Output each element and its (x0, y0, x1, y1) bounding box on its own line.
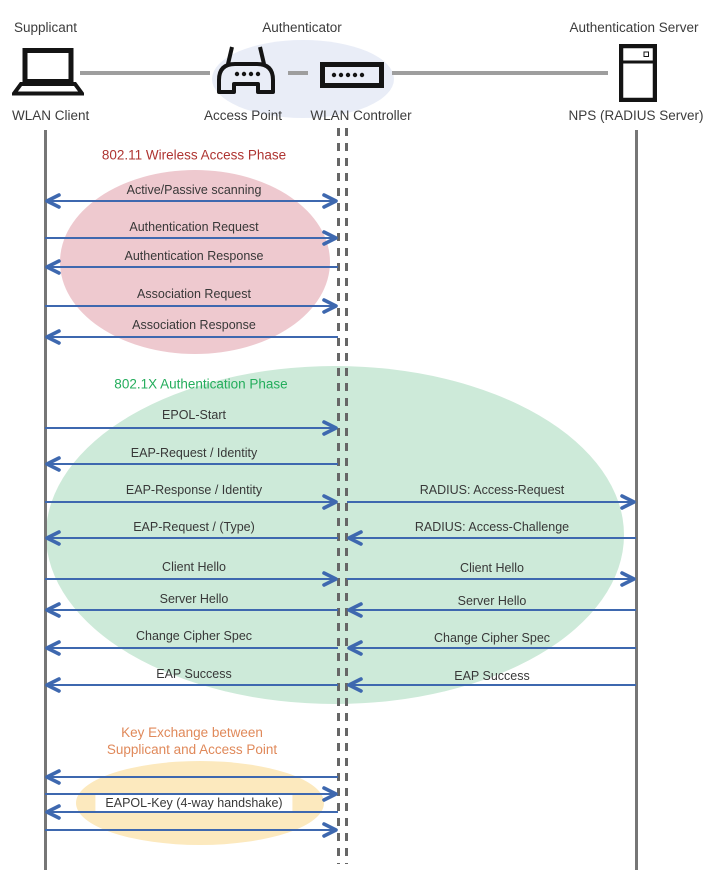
association-request-label: Association Request (137, 287, 251, 301)
wlan-controller-icon (320, 62, 384, 88)
epol-start-label: EPOL-Start (162, 408, 226, 422)
phase2-title: 802.1X Authentication Phase (114, 376, 288, 392)
authentication-request-label: Authentication Request (129, 220, 259, 234)
eap-success-label-right: EAP Success (454, 669, 530, 683)
server-hello-label: Server Hello (159, 592, 229, 606)
client-hello-label: Client Hello (162, 560, 226, 574)
laptop-icon (12, 48, 84, 96)
connector-ap-controller (288, 71, 308, 75)
eap-request-identity-label: EAP-Request / Identity (130, 446, 258, 460)
supplicant-lifeline (44, 130, 47, 870)
authenticator-role-label: Authenticator (262, 20, 342, 35)
access-point-label: Access Point (203, 108, 283, 123)
wlan-controller-label: WLAN Controller (310, 108, 412, 123)
authenticator-lifeline-right (345, 128, 348, 864)
phase3-title-line1: Key Exchange between (121, 725, 263, 740)
auth-server-lifeline (635, 130, 638, 870)
server-icon (619, 44, 657, 102)
server-hello-label-right: Server Hello (457, 594, 527, 608)
association-response-label: Association Response (132, 318, 256, 332)
authentication-response-label: Authentication Response (124, 249, 264, 263)
phase3-title (107, 724, 277, 758)
eap-success-label: EAP Success (156, 667, 232, 681)
phase1-title: 802.11 Wireless Access Phase (101, 147, 287, 163)
connector-client-ap (80, 71, 210, 75)
nps-radius-server-label: NPS (RADIUS Server) (568, 108, 704, 123)
eap-request-type-label-right: RADIUS: Access-Challenge (414, 520, 570, 534)
authenticator-lifeline-left (337, 128, 340, 864)
wlan-client-label: WLAN Client (12, 108, 90, 123)
phase3-title-line2: Supplicant and Access Point (106, 742, 278, 757)
client-hello-label-right: Client Hello (460, 561, 524, 575)
eap-response-identity-label-right: RADIUS: Access-Request (419, 483, 565, 497)
change-cipher-spec-label: Change Cipher Spec (135, 629, 253, 643)
supplicant-role-label: Supplicant (14, 20, 78, 35)
connector-controller-server (392, 71, 608, 75)
active-passive-scanning-label: Active/Passive scanning (126, 183, 262, 197)
eap-request-type-label: EAP-Request / (Type) (133, 520, 255, 534)
authentication-server-role-label: Authentication Server (569, 20, 699, 35)
eapol-key-label: EAPOL-Key (4-way handshake) (95, 795, 292, 811)
change-cipher-spec-label-right: Change Cipher Spec (433, 631, 551, 645)
phase2-ellipse (46, 366, 624, 704)
eap-response-identity-label: EAP-Response / Identity (125, 483, 263, 497)
access-point-icon (214, 44, 278, 98)
